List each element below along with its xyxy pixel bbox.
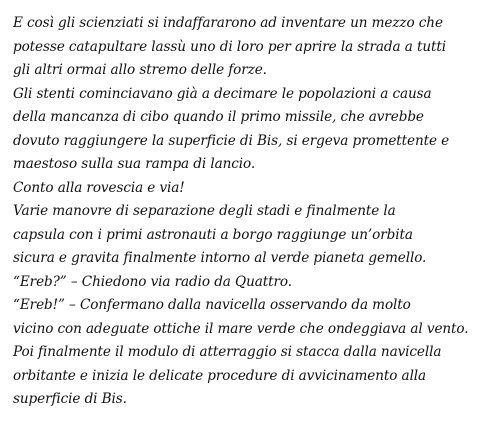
text-line-7: maestoso sulla sua rampa di lancio. (13, 156, 256, 172)
text-line-12: “Ereb?” – Chiedono via radio da Quattro. (13, 273, 292, 290)
text-line-10: capsula con i primi astronauti a borgo raggiunge un’orbita (13, 226, 413, 243)
text-line-6: dovuto raggiungere la superficie di Bis, si ergeva promettente e (13, 132, 450, 149)
text-line-14: vicino con adeguate ottiche il mare verde che ondeggiava al vento. (13, 320, 469, 337)
text-line-4: Gli stenti cominciavano già a decimare le popolazioni a causa (13, 85, 432, 102)
story-text (13, 12, 475, 412)
text-line-3: gli altri ormai allo stremo delle forze. (13, 62, 267, 78)
text-line-17: superficie di Bis. (13, 391, 127, 407)
text-line-1: E così gli scienziati si indaffararono ad inventare un mezzo che (13, 15, 443, 31)
text-line-5: della mancanza di cibo quando il primo missile, che avrebbe (13, 109, 424, 125)
text-line-13: “Ereb!” – Confermano dalla navicella osservando da molto (13, 297, 411, 313)
text-line-8: Conto alla rovescia e via! (13, 179, 185, 196)
text-line-9: Varie manovre di separazione degli stadi e finalmente la (13, 203, 396, 219)
text-line-2: potesse catapultare lassù uno di loro per aprire la strada a tutti (13, 38, 446, 55)
text-line-11: sicura e gravita finalmente intorno al verde pianeta gemello. (13, 250, 427, 266)
text-line-15: Poi finalmente il modulo di atterraggio si stacca dalla navicella (13, 344, 442, 360)
text-line-16: orbitante e inizia le delicate procedure di avvicinamento alla (13, 367, 427, 384)
